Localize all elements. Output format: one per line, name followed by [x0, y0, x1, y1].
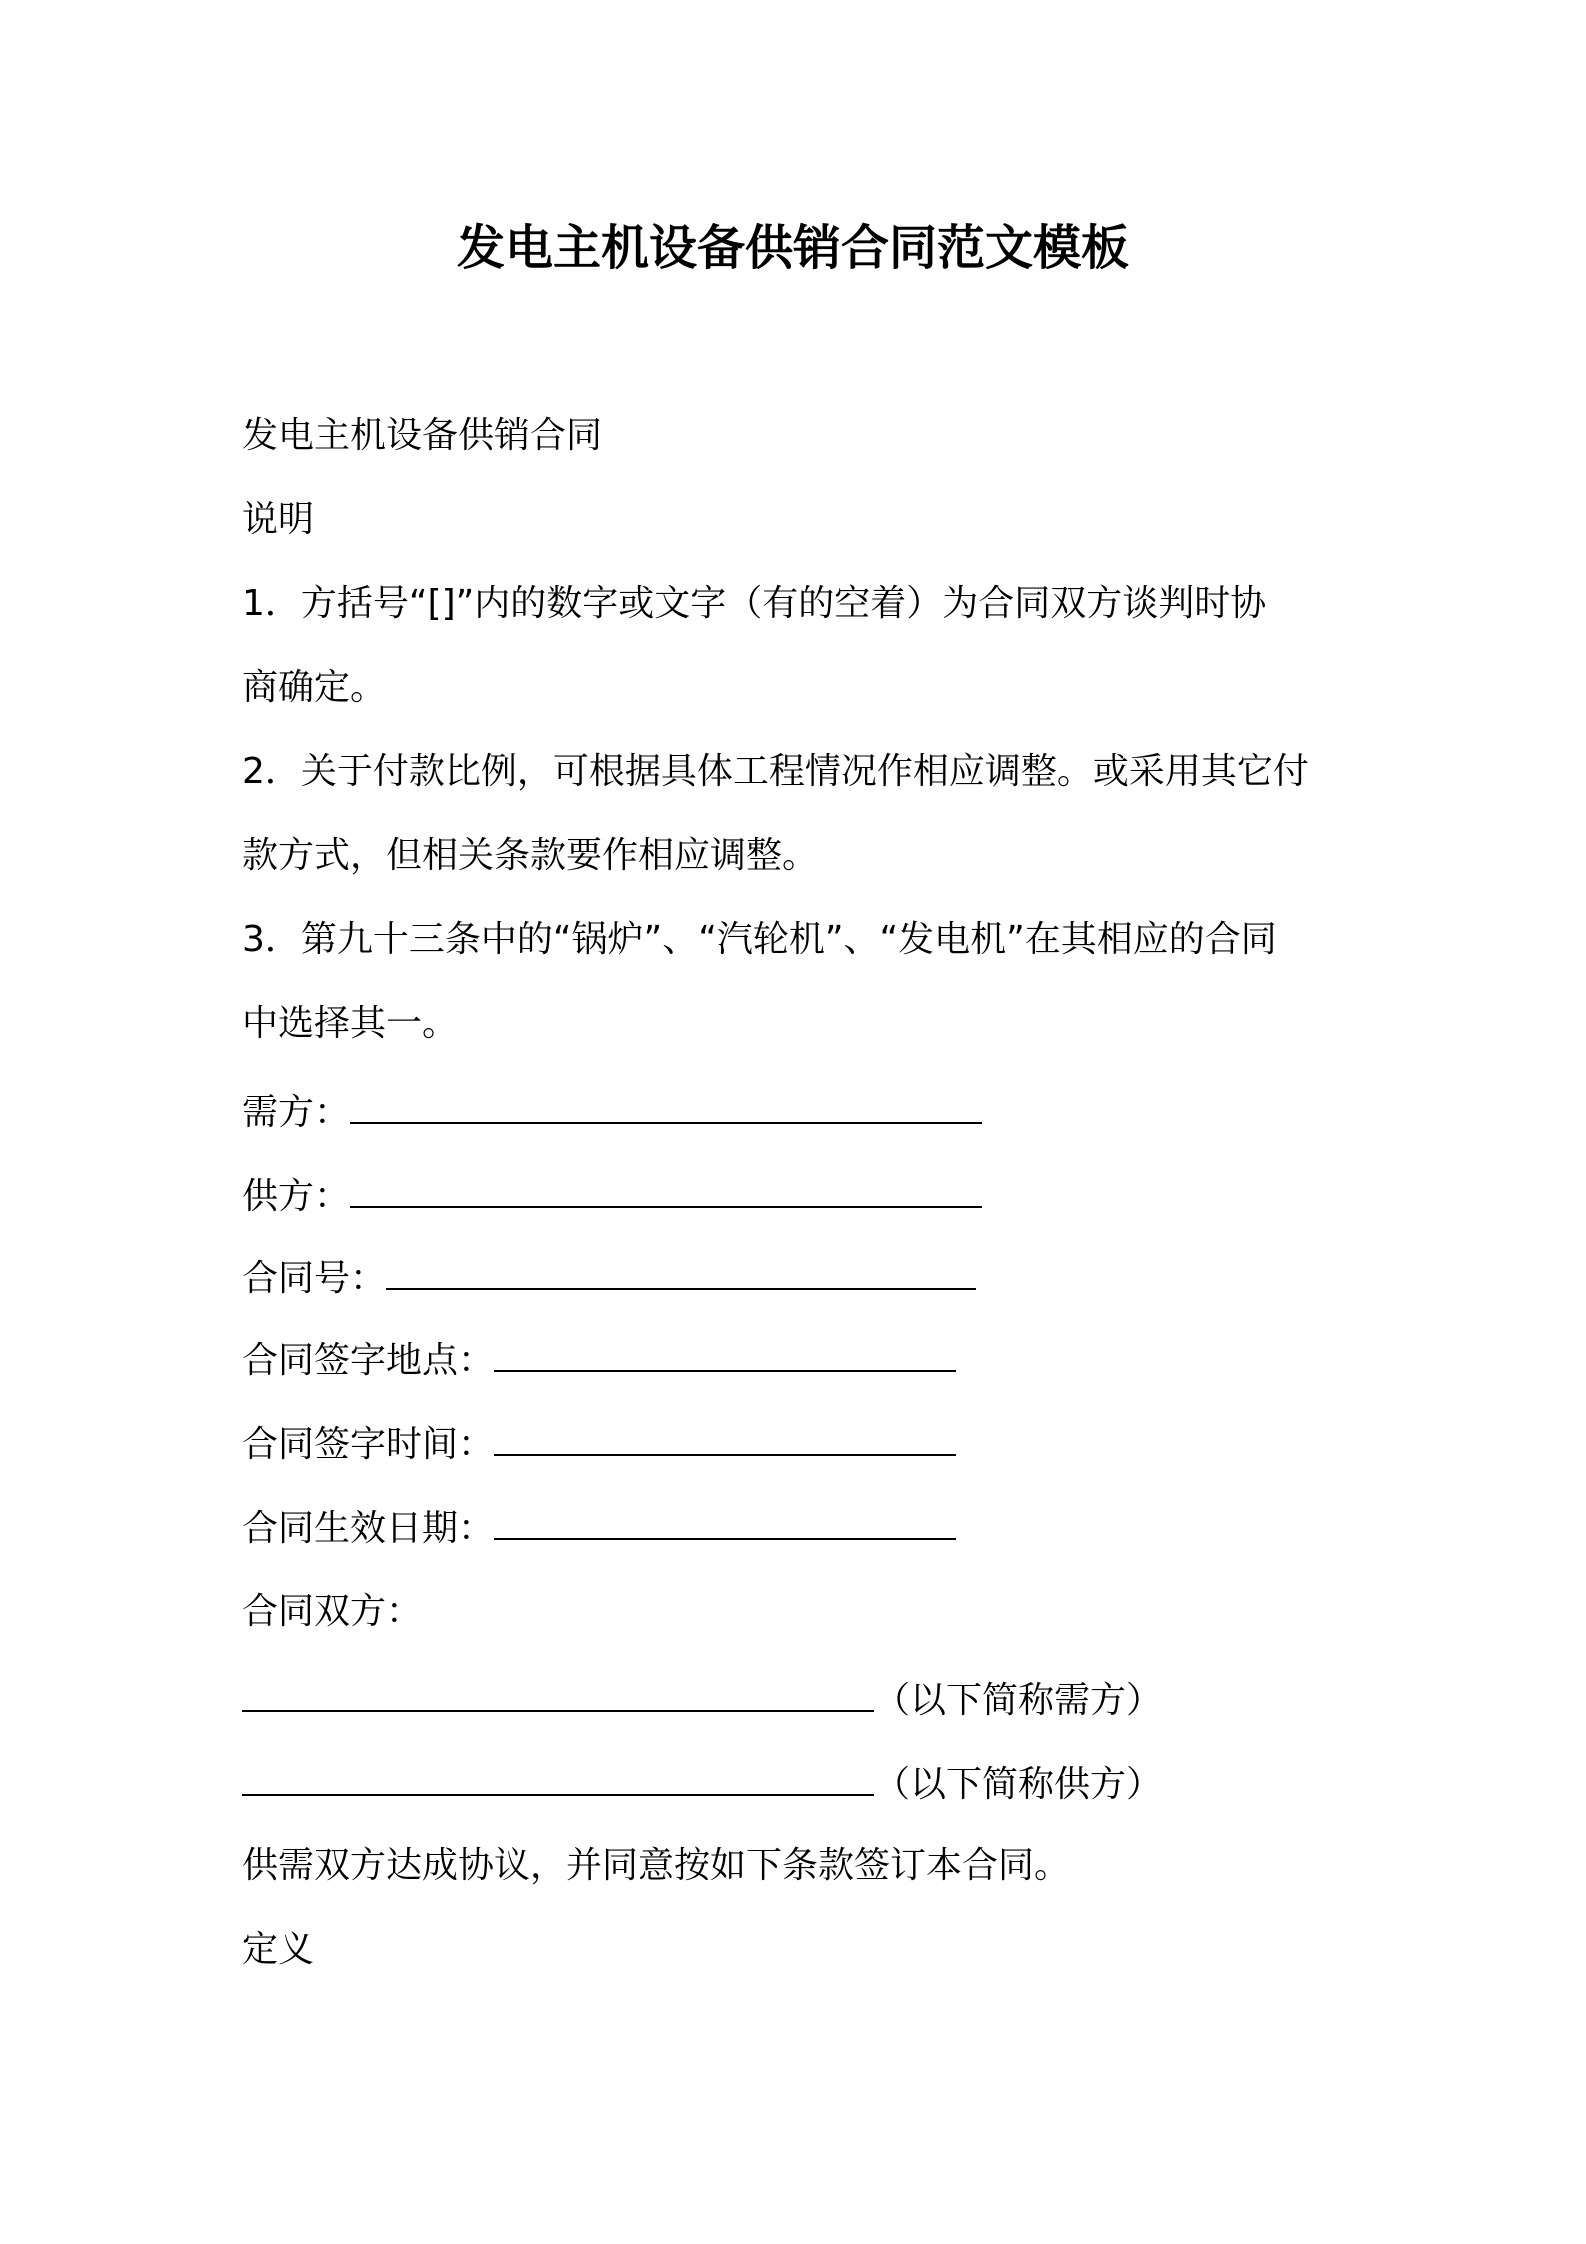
party-buyer-suffix: （以下简称需方） [874, 1680, 1163, 1721]
buyer-label: 需方： [242, 1092, 351, 1133]
document-title: 发电主机设备供销合同范文模板 [456, 220, 1129, 276]
note-3-line-1: 3．第九十三条中的“锅炉”、“汽轮机”、“发电机”在其相应的合同 [242, 919, 1277, 960]
sign-place-field [242, 1336, 1362, 1385]
parties-heading: 合同双方： [242, 1591, 423, 1632]
party-supplier-line [242, 1760, 1362, 1809]
contract-number-label: 合同号： [242, 1258, 387, 1299]
explanation-heading: 说明 [242, 499, 315, 540]
definition-heading: 定义 [242, 1929, 315, 1970]
note-2-line-2: 款方式，但相关条款要作相应调整。 [242, 835, 819, 876]
party-supplier-blank [242, 1760, 874, 1796]
sign-place-blank [494, 1336, 956, 1372]
party-buyer-blank [242, 1676, 874, 1712]
sign-time-field [242, 1420, 1362, 1469]
contract-subtitle: 发电主机设备供销合同 [242, 415, 603, 456]
supplier-label: 供方： [242, 1176, 351, 1217]
contract-number-field [242, 1254, 1362, 1303]
agreement-sentence: 供需双方达成协议，并同意按如下条款签订本合同。 [242, 1845, 1071, 1886]
effective-date-label: 合同生效日期： [242, 1508, 495, 1549]
note-3-line-2: 中选择其一。 [242, 1003, 459, 1044]
supplier-field [242, 1172, 1362, 1221]
note-1-line-2: 商确定。 [242, 667, 387, 708]
contract-number-blank [386, 1254, 976, 1290]
note-1-line-1: 1．方括号“[]”内的数字或文字（有的空着）为合同双方谈判时协 [242, 583, 1267, 624]
sign-place-label: 合同签字地点： [242, 1340, 495, 1381]
note-2-line-1: 2．关于付款比例，可根据具体工程情况作相应调整。或采用其它付 [242, 751, 1309, 792]
buyer-blank [350, 1088, 982, 1124]
effective-date-blank [494, 1504, 956, 1540]
supplier-blank [350, 1172, 982, 1208]
sign-time-label: 合同签字时间： [242, 1424, 495, 1465]
sign-time-blank [494, 1420, 956, 1456]
party-supplier-suffix: （以下简称供方） [874, 1764, 1163, 1805]
party-buyer-line [242, 1676, 1362, 1725]
buyer-field [242, 1088, 1362, 1137]
effective-date-field [242, 1504, 1362, 1553]
